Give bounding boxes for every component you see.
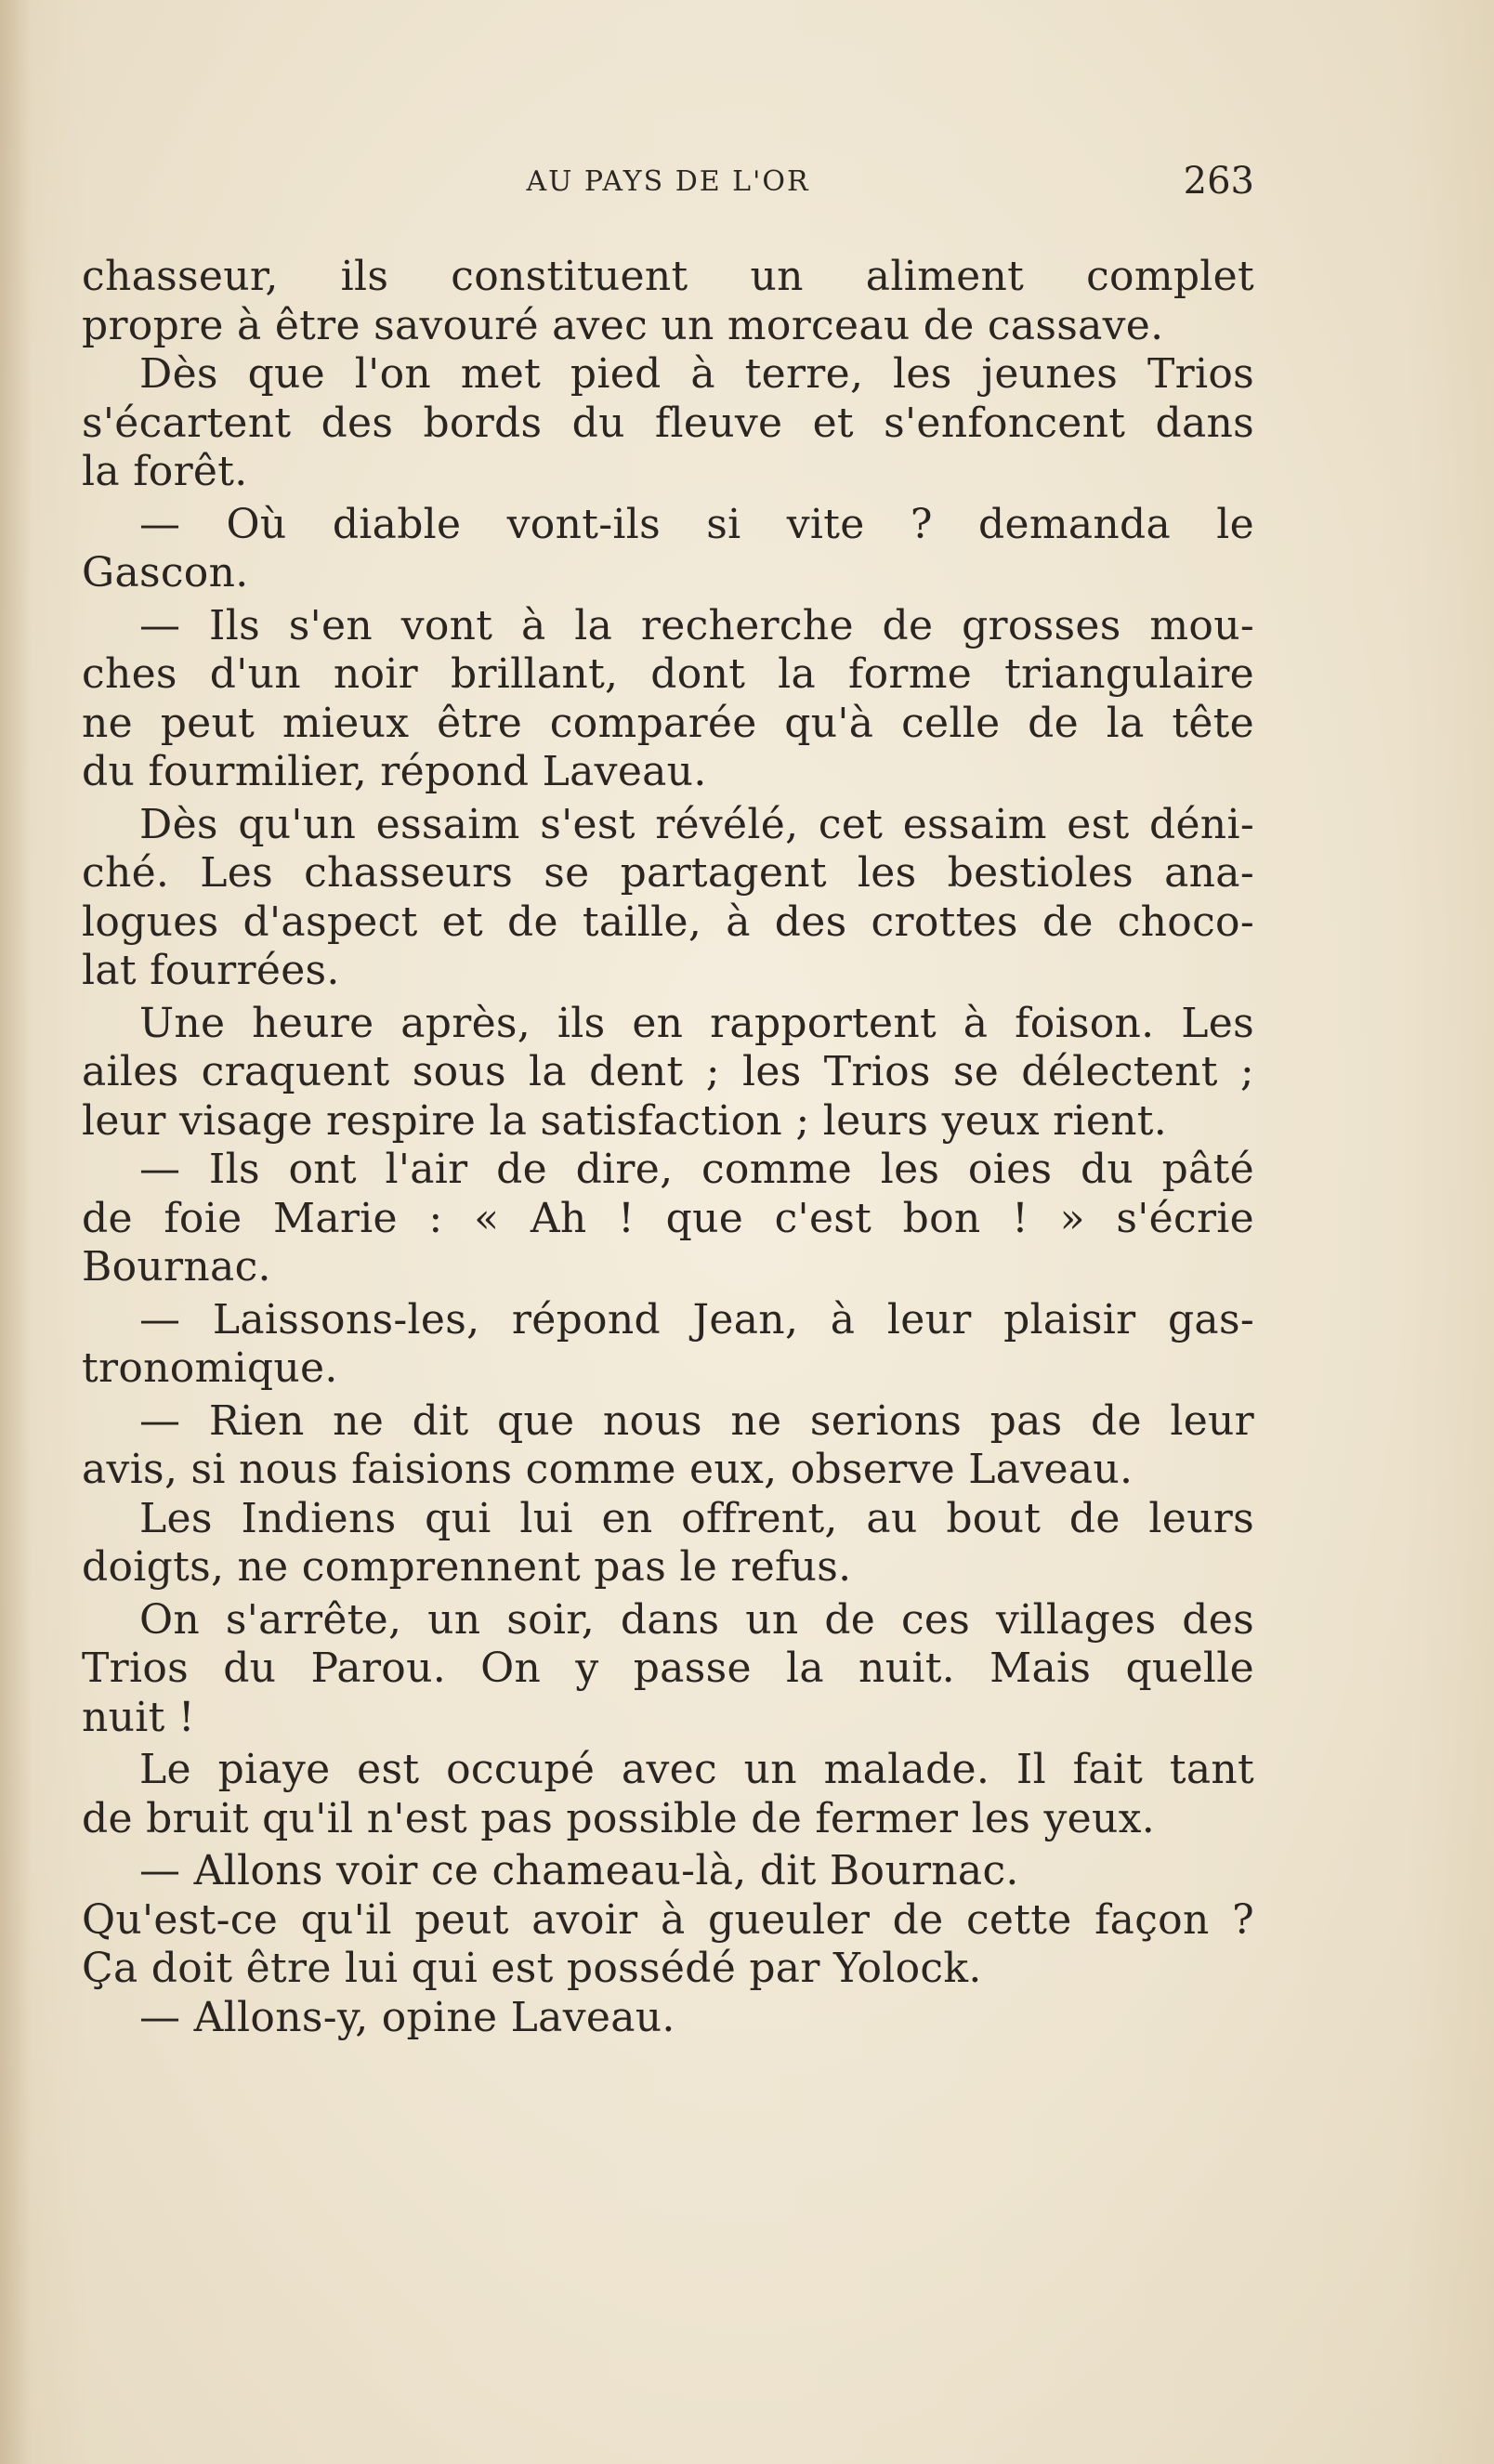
text-line: chasseur, ils constituent un aliment complet — [82, 253, 1254, 300]
text-line: tronomique. — [82, 1344, 338, 1392]
text-line: lat fourrées. — [82, 947, 340, 994]
text-line: Trios du Parou. On y passe la nuit. Mais quelle — [82, 1645, 1254, 1692]
text-line: Dès que l'on met pied à terre, les jeunes Trios — [139, 350, 1254, 398]
text-line: Gascon. — [82, 549, 249, 596]
page-number: 263 — [1183, 160, 1254, 203]
text-line: ailes craquent sous la dent ; les Trios se délectent ; — [82, 1048, 1254, 1095]
text-line: — Laissons-les, répond Jean, à leur plaisir gas- — [139, 1295, 1254, 1343]
text-line: Ça doit être lui qui est possédé par Yolock. — [82, 1945, 982, 1992]
text-line: nuit ! — [82, 1693, 195, 1741]
text-line: propre à être savouré avec un morceau de cassave. — [82, 301, 1164, 349]
text-line: On s'arrête, un soir, dans un de ces villages des — [139, 1595, 1254, 1644]
text-line: — Allons-y, opine Laveau. — [139, 1993, 675, 2041]
text-line: — Où diable vont-ils si vite ? demanda le — [139, 500, 1254, 548]
text-line: de foie Marie : « Ah ! que c'est bon ! » s'écrie — [82, 1194, 1254, 1242]
text-line: Une heure après, ils en rapportent à foison. Les — [139, 999, 1254, 1047]
text-line: Le piaye est occupé avec un malade. Il fait tant — [139, 1746, 1254, 1793]
text-line: ché. Les chasseurs se partagent les bestioles ana- — [82, 849, 1254, 897]
text-line: Qu'est-ce qu'il peut avoir à gueuler de cette façon ? — [82, 1895, 1254, 1944]
running-title: AU PAYS DE L'OR — [526, 165, 810, 198]
text-line: — Ils s'en vont à la recherche de grosses mou- — [139, 601, 1254, 649]
text-line: du fourmilier, répond Laveau. — [82, 748, 707, 795]
text-line: ches d'un noir brillant, dont la forme triangulaire — [82, 650, 1254, 698]
text-line: — Ils ont l'air de dire, comme les oies du pâté — [139, 1146, 1254, 1193]
text-line: — Allons voir ce chameau-là, dit Bournac. — [139, 1847, 1019, 1894]
text-line: s'écartent des bords du fleuve et s'enfoncent dans — [82, 399, 1254, 447]
text-line: doigts, ne comprennent pas le refus. — [82, 1543, 852, 1591]
text-line: de bruit qu'il n'est pas possible de fermer les yeux. — [82, 1794, 1155, 1842]
text-line: Les Indiens qui lui en offrent, au bout de leurs — [139, 1494, 1254, 1542]
spine-shadow — [0, 0, 32, 2464]
body-text — [82, 253, 1254, 2042]
text-line: leur visage respire la satisfaction ; leurs yeux rient. — [82, 1096, 1168, 1145]
text-line: logues d'aspect et de taille, à des crottes de choco- — [82, 898, 1254, 946]
text-line: la forêt. — [82, 448, 248, 495]
text-line: avis, si nous faisions comme eux, observe Laveau. — [82, 1446, 1134, 1493]
text-line: Bournac. — [82, 1243, 271, 1291]
running-head — [82, 160, 1254, 212]
text-line: ne peut mieux être comparée qu'à celle de la tête — [82, 699, 1254, 747]
text-line: Dès qu'un essaim s'est révélé, cet essaim est déni- — [139, 800, 1254, 848]
text-line: — Rien ne dit que nous ne serions pas de leur — [139, 1396, 1254, 1445]
